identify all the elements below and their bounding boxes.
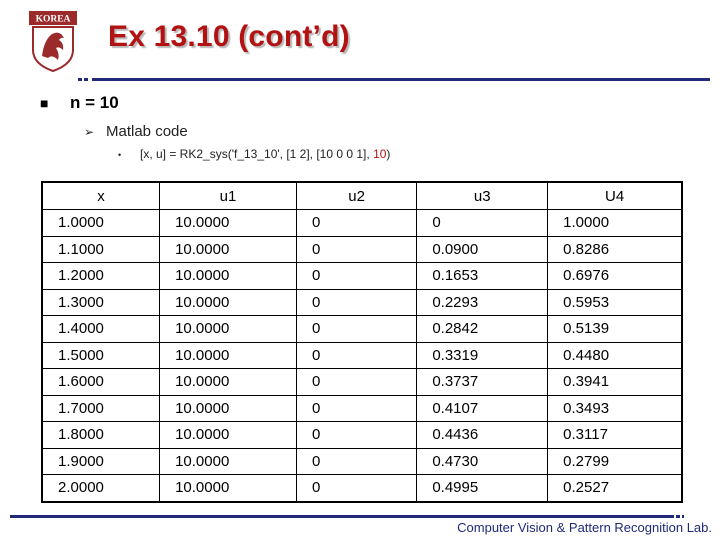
table-cell: 10.0000 <box>160 263 297 290</box>
table-cell: 0.4480 <box>548 342 682 369</box>
table-cell: 10.0000 <box>160 236 297 263</box>
footer-rule <box>10 515 670 518</box>
table-cell: 0.3493 <box>548 395 682 422</box>
table-cell: 0 <box>296 210 416 237</box>
table-cell: 10.0000 <box>160 210 297 237</box>
header-u2: u2 <box>296 182 416 210</box>
table-cell: 10.0000 <box>160 289 297 316</box>
table-body <box>42 210 682 502</box>
header-x: x <box>42 182 160 210</box>
table-cell: 0.5139 <box>548 316 682 343</box>
table-cell: 0.2842 <box>417 316 548 343</box>
table-cell: 0 <box>296 369 416 396</box>
code-suffix: ) <box>386 147 391 161</box>
code-prefix: [x, u] = RK2_sys('f_13_10', [1 2], [10 0 0 1], <box>140 147 374 161</box>
table-cell: 10.0000 <box>160 395 297 422</box>
table-cell: 10.0000 <box>160 316 297 343</box>
footer-lab-name: Computer Vision & Pattern Recognition Lab. <box>457 520 712 535</box>
table-row <box>42 210 682 237</box>
table-cell: 0.4730 <box>417 448 548 475</box>
table-cell: 0.3737 <box>417 369 548 396</box>
table-cell: 1.9000 <box>42 448 160 475</box>
table-cell: 1.3000 <box>42 289 160 316</box>
table-cell: 0.5953 <box>548 289 682 316</box>
table-cell: 0 <box>296 342 416 369</box>
table-row <box>42 369 682 396</box>
table-row <box>42 263 682 290</box>
table-cell: 0.2293 <box>417 289 548 316</box>
table-cell: 0.4436 <box>417 422 548 449</box>
university-logo <box>28 10 78 72</box>
table-cell: 1.7000 <box>42 395 160 422</box>
table-cell: 0.4995 <box>417 475 548 502</box>
table-cell: 1.8000 <box>42 422 160 449</box>
table-cell: 0.8286 <box>548 236 682 263</box>
table-cell: 0.3941 <box>548 369 682 396</box>
table-cell: 0 <box>296 422 416 449</box>
footer-rule-dash <box>670 515 684 518</box>
table-cell: 0 <box>296 448 416 475</box>
header-u3: u3 <box>417 182 548 210</box>
table-row <box>42 342 682 369</box>
table-cell: 1.5000 <box>42 342 160 369</box>
table-cell: 0.3117 <box>548 422 682 449</box>
table-cell: 0 <box>296 475 416 502</box>
slide-title: Ex 13.10 (cont’d) <box>108 20 350 53</box>
title-rule-dash <box>78 78 90 81</box>
table-cell: 1.0000 <box>548 210 682 237</box>
table-cell: 2.0000 <box>42 475 160 502</box>
table-cell: 10.0000 <box>160 342 297 369</box>
bullet-level2 <box>84 123 188 140</box>
table-cell: 1.2000 <box>42 263 160 290</box>
dot-bullet-icon: • <box>118 150 122 160</box>
table-cell: 0.0900 <box>417 236 548 263</box>
table-row <box>42 422 682 449</box>
code-highlight: 10 <box>373 147 387 161</box>
table-header-row <box>42 182 682 210</box>
table-cell: 10.0000 <box>160 369 297 396</box>
table-cell: 0.2799 <box>548 448 682 475</box>
table-cell: 0.3319 <box>417 342 548 369</box>
table-cell: 1.4000 <box>42 316 160 343</box>
bullet-level1 <box>40 93 119 113</box>
logo-text: KOREA <box>35 14 71 25</box>
table-cell: 10.0000 <box>160 422 297 449</box>
table-row <box>42 316 682 343</box>
table-cell: 1.0000 <box>42 210 160 237</box>
table-cell: 10.0000 <box>160 448 297 475</box>
table-cell: 0.2527 <box>548 475 682 502</box>
bullet-level2-text: Matlab code <box>106 123 188 140</box>
code-line <box>118 147 390 161</box>
table-row <box>42 475 682 502</box>
table-row <box>42 289 682 316</box>
arrow-bullet-icon: ➢ <box>84 125 95 139</box>
header-u1: u1 <box>160 182 297 210</box>
table-cell: 0.4107 <box>417 395 548 422</box>
table-cell: 0.6976 <box>548 263 682 290</box>
table-row <box>42 395 682 422</box>
table-cell: 0 <box>296 289 416 316</box>
bullet-level1-text: n = 10 <box>70 93 119 112</box>
table-cell: 0 <box>296 316 416 343</box>
table-row <box>42 448 682 475</box>
table-cell: 0 <box>296 263 416 290</box>
table-cell: 10.0000 <box>160 475 297 502</box>
header-u4: U4 <box>548 182 682 210</box>
table-cell: 0 <box>296 395 416 422</box>
results-table <box>41 181 683 503</box>
table-cell: 0.1653 <box>417 263 548 290</box>
table-cell: 1.1000 <box>42 236 160 263</box>
table-row <box>42 236 682 263</box>
table-cell: 1.6000 <box>42 369 160 396</box>
square-bullet-icon: ■ <box>40 95 49 111</box>
title-rule <box>92 78 710 81</box>
table-cell: 0 <box>417 210 548 237</box>
table-cell: 0 <box>296 236 416 263</box>
